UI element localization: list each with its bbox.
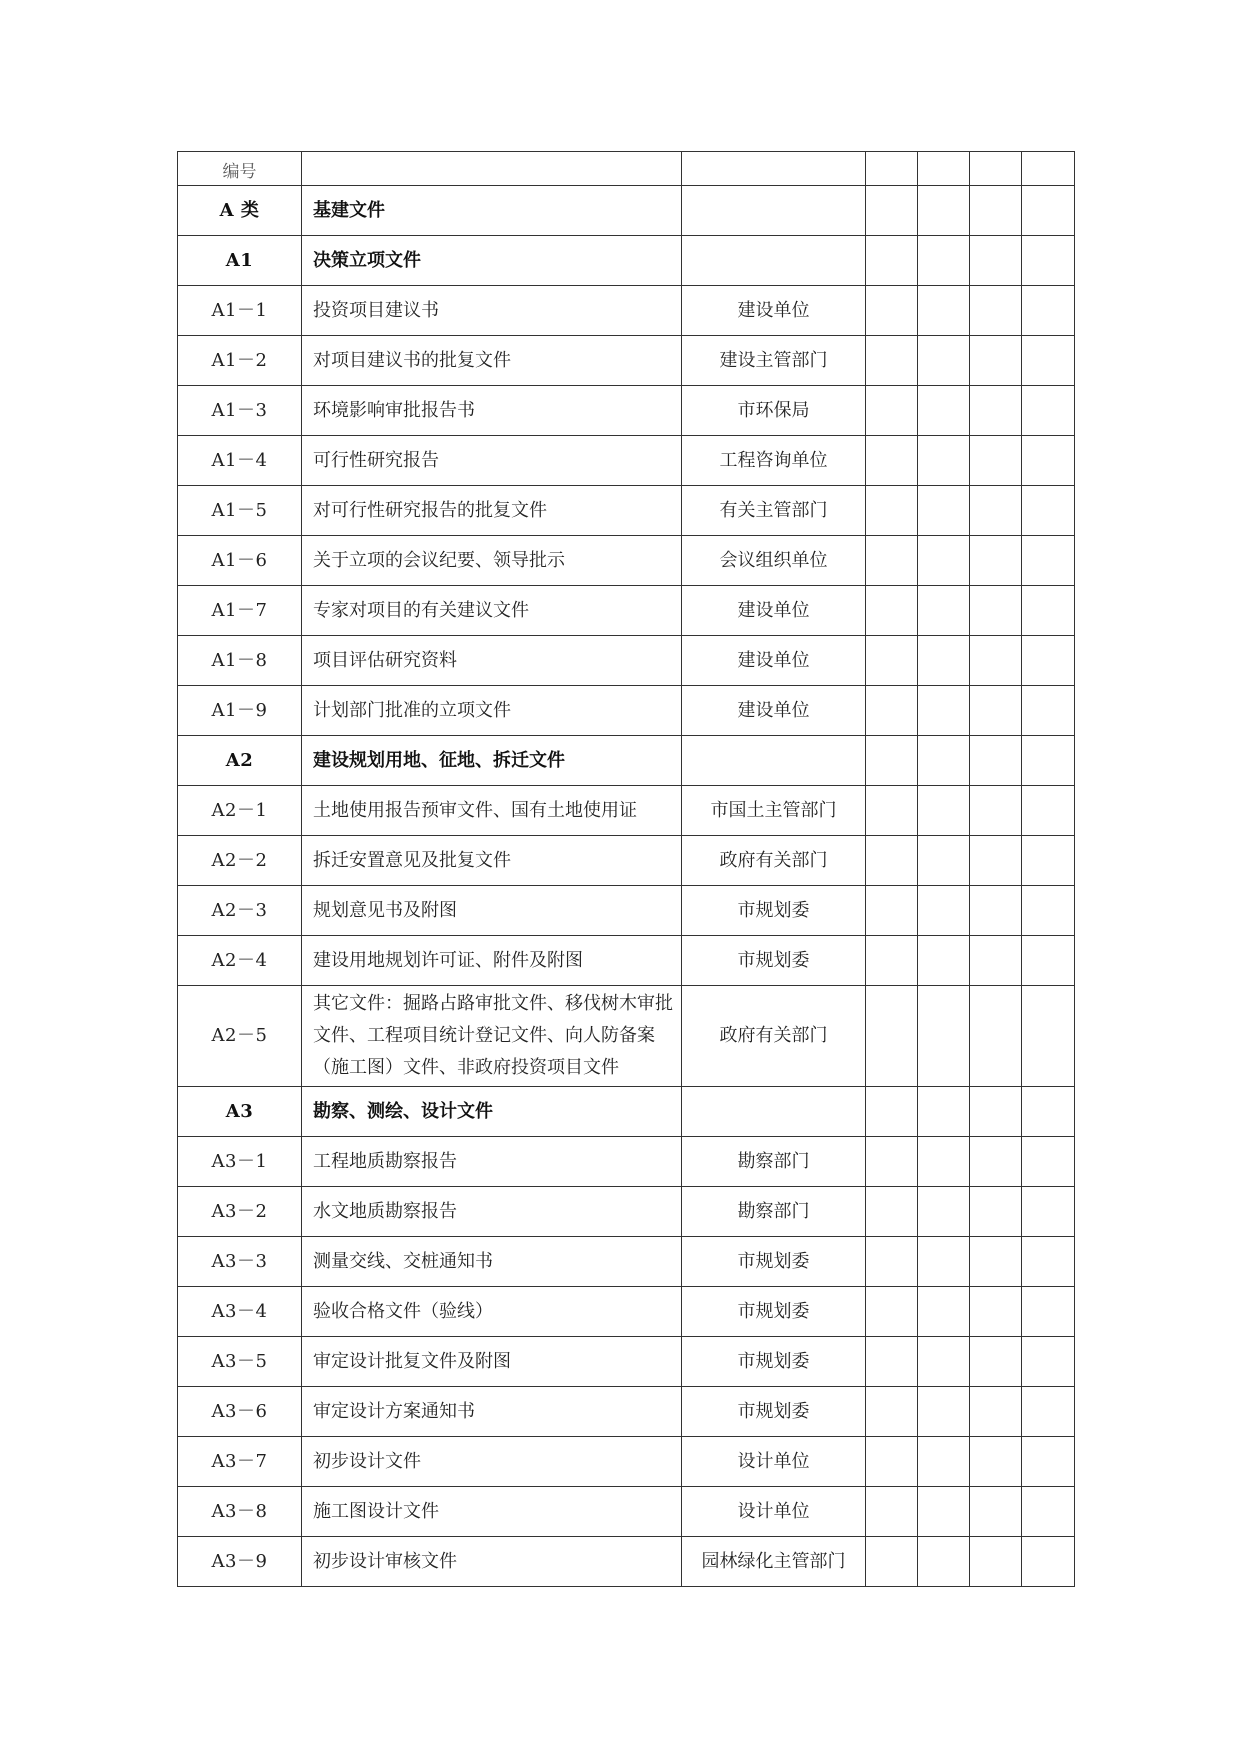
check-cell	[866, 836, 918, 886]
check-cell	[866, 536, 918, 586]
check-cell	[918, 1237, 970, 1287]
check-cell	[866, 736, 918, 786]
file-name-cell: 审定设计批复文件及附图	[302, 1337, 682, 1387]
check-cell	[918, 1137, 970, 1187]
code-cell: A1－3	[178, 386, 302, 436]
check-cell	[866, 1137, 918, 1187]
check-cell	[918, 436, 970, 486]
table-row	[178, 1437, 1075, 1487]
check-cell	[1022, 836, 1075, 886]
file-name-cell: 规划意见书及附图	[302, 886, 682, 936]
check-cell	[866, 336, 918, 386]
responsible-unit-cell: 园林绿化主管部门	[682, 1537, 866, 1587]
check-cell	[1022, 1087, 1075, 1137]
code-cell: A1－2	[178, 336, 302, 386]
responsible-unit-cell: 政府有关部门	[682, 836, 866, 886]
file-name-cell: 建设用地规划许可证、附件及附图	[302, 936, 682, 986]
check-cell	[970, 586, 1022, 636]
table-row	[178, 1387, 1075, 1437]
check-cell	[866, 486, 918, 536]
header-code-cell: 编号	[178, 152, 302, 186]
check-cell	[1022, 686, 1075, 736]
check-cell	[1022, 1437, 1075, 1487]
table-row	[178, 1337, 1075, 1387]
check-cell	[866, 1287, 918, 1337]
table-row	[178, 336, 1075, 386]
check-cell	[1022, 886, 1075, 936]
code-cell: A1－7	[178, 586, 302, 636]
check-cell	[970, 436, 1022, 486]
check-cell	[1022, 1387, 1075, 1437]
check-cell	[1022, 436, 1075, 486]
check-cell	[866, 436, 918, 486]
header-check-cell	[1022, 152, 1075, 186]
check-cell	[1022, 1287, 1075, 1337]
code-cell: A3－6	[178, 1387, 302, 1437]
file-name-cell: 其它文件：掘路占路审批文件、移伐树木审批文件、工程项目统计登记文件、向人防备案（施工图）文件、非政府投资项目文件	[302, 986, 682, 1087]
check-cell	[970, 186, 1022, 236]
responsible-unit-cell: 市规划委	[682, 936, 866, 986]
code-cell: A1－5	[178, 486, 302, 536]
code-cell: A3－3	[178, 1237, 302, 1287]
check-cell	[866, 936, 918, 986]
check-cell	[918, 586, 970, 636]
check-cell	[1022, 1237, 1075, 1287]
check-cell	[970, 1087, 1022, 1137]
check-cell	[918, 836, 970, 886]
table-row	[178, 686, 1075, 736]
check-cell	[970, 1237, 1022, 1287]
code-cell: A2－1	[178, 786, 302, 836]
responsible-unit-cell: 市规划委	[682, 1387, 866, 1437]
check-cell	[1022, 386, 1075, 436]
responsible-unit-cell: 市规划委	[682, 1337, 866, 1387]
file-name-cell: 建设规划用地、征地、拆迁文件	[302, 736, 682, 786]
table-row	[178, 386, 1075, 436]
code-cell: A2－5	[178, 986, 302, 1087]
check-cell	[1022, 636, 1075, 686]
check-cell	[866, 586, 918, 636]
file-name-cell: 工程地质勘察报告	[302, 1137, 682, 1187]
check-cell	[970, 1137, 1022, 1187]
table-row	[178, 436, 1075, 486]
file-name-cell: 对项目建议书的批复文件	[302, 336, 682, 386]
check-cell	[918, 286, 970, 336]
check-cell	[1022, 586, 1075, 636]
check-cell	[918, 1387, 970, 1437]
check-cell	[970, 486, 1022, 536]
check-cell	[918, 386, 970, 436]
header-check-cell	[866, 152, 918, 186]
check-cell	[970, 1437, 1022, 1487]
responsible-unit-cell: 勘察部门	[682, 1187, 866, 1237]
code-cell: A1－1	[178, 286, 302, 336]
check-cell	[866, 1237, 918, 1287]
responsible-unit-cell: 建设单位	[682, 686, 866, 736]
responsible-unit-cell	[682, 736, 866, 786]
check-cell	[970, 1537, 1022, 1587]
check-cell	[866, 986, 918, 1087]
file-name-cell: 初步设计审核文件	[302, 1537, 682, 1587]
table-row	[178, 986, 1075, 1087]
check-cell	[970, 286, 1022, 336]
file-name-cell: 关于立项的会议纪要、领导批示	[302, 536, 682, 586]
check-cell	[970, 1187, 1022, 1237]
responsible-unit-cell: 设计单位	[682, 1487, 866, 1537]
check-cell	[1022, 336, 1075, 386]
table-row	[178, 636, 1075, 686]
responsible-unit-cell: 市规划委	[682, 1237, 866, 1287]
header-name-cell	[302, 152, 682, 186]
check-cell	[970, 1487, 1022, 1537]
section-row	[178, 186, 1075, 236]
file-name-cell: 计划部门批准的立项文件	[302, 686, 682, 736]
check-cell	[918, 486, 970, 536]
check-cell	[918, 1087, 970, 1137]
responsible-unit-cell: 市环保局	[682, 386, 866, 436]
file-name-cell: 勘察、测绘、设计文件	[302, 1087, 682, 1137]
check-cell	[866, 236, 918, 286]
code-cell: A3－7	[178, 1437, 302, 1487]
archive-file-table	[177, 151, 1075, 1587]
file-name-cell: 施工图设计文件	[302, 1487, 682, 1537]
check-cell	[1022, 1137, 1075, 1187]
check-cell	[970, 986, 1022, 1087]
check-cell	[1022, 1487, 1075, 1537]
code-cell: A3－2	[178, 1187, 302, 1237]
responsible-unit-cell: 建设单位	[682, 636, 866, 686]
check-cell	[970, 636, 1022, 686]
responsible-unit-cell	[682, 236, 866, 286]
code-cell: A2	[178, 736, 302, 786]
table-row	[178, 936, 1075, 986]
check-cell	[866, 886, 918, 936]
code-cell: A1－9	[178, 686, 302, 736]
check-cell	[970, 1337, 1022, 1387]
file-name-cell: 拆迁安置意见及批复文件	[302, 836, 682, 886]
check-cell	[918, 336, 970, 386]
check-cell	[866, 186, 918, 236]
code-cell: A2－4	[178, 936, 302, 986]
responsible-unit-cell: 市规划委	[682, 1287, 866, 1337]
table-row	[178, 286, 1075, 336]
check-cell	[970, 236, 1022, 286]
table-row	[178, 1187, 1075, 1237]
table-row	[178, 1237, 1075, 1287]
check-cell	[970, 1287, 1022, 1337]
code-cell: A3－5	[178, 1337, 302, 1387]
responsible-unit-cell: 政府有关部门	[682, 986, 866, 1087]
check-cell	[970, 886, 1022, 936]
check-cell	[970, 836, 1022, 886]
check-cell	[918, 186, 970, 236]
file-name-cell: 水文地质勘察报告	[302, 1187, 682, 1237]
table-row	[178, 1137, 1075, 1187]
check-cell	[866, 386, 918, 436]
table-row	[178, 1487, 1075, 1537]
responsible-unit-cell: 建设主管部门	[682, 336, 866, 386]
code-cell: A1－4	[178, 436, 302, 486]
code-cell: A3	[178, 1087, 302, 1137]
file-name-cell: 专家对项目的有关建议文件	[302, 586, 682, 636]
check-cell	[866, 1337, 918, 1387]
check-cell	[1022, 786, 1075, 836]
responsible-unit-cell: 建设单位	[682, 286, 866, 336]
check-cell	[970, 686, 1022, 736]
code-cell: A 类	[178, 186, 302, 236]
file-name-cell: 投资项目建议书	[302, 286, 682, 336]
check-cell	[866, 286, 918, 336]
check-cell	[918, 986, 970, 1087]
table-row	[178, 786, 1075, 836]
check-cell	[970, 386, 1022, 436]
check-cell	[918, 536, 970, 586]
section-row	[178, 736, 1075, 786]
responsible-unit-cell: 有关主管部门	[682, 486, 866, 536]
check-cell	[970, 936, 1022, 986]
check-cell	[866, 686, 918, 736]
file-name-cell: 土地使用报告预审文件、国有土地使用证	[302, 786, 682, 836]
check-cell	[866, 1087, 918, 1137]
check-cell	[866, 1187, 918, 1237]
code-cell: A3－1	[178, 1137, 302, 1187]
code-cell: A1	[178, 236, 302, 286]
code-cell: A2－2	[178, 836, 302, 886]
header-check-cell	[970, 152, 1022, 186]
section-row	[178, 236, 1075, 286]
responsible-unit-cell: 市国土主管部门	[682, 786, 866, 836]
check-cell	[918, 1537, 970, 1587]
check-cell	[918, 1337, 970, 1387]
responsible-unit-cell: 设计单位	[682, 1437, 866, 1487]
check-cell	[1022, 986, 1075, 1087]
check-cell	[970, 336, 1022, 386]
table-row	[178, 486, 1075, 536]
responsible-unit-cell: 工程咨询单位	[682, 436, 866, 486]
code-cell: A1－8	[178, 636, 302, 686]
check-cell	[866, 786, 918, 836]
responsible-unit-cell: 市规划委	[682, 886, 866, 936]
check-cell	[1022, 186, 1075, 236]
check-cell	[918, 1487, 970, 1537]
code-cell: A1－6	[178, 536, 302, 586]
section-row	[178, 1087, 1075, 1137]
check-cell	[918, 936, 970, 986]
table-header-row	[178, 152, 1075, 186]
check-cell	[918, 786, 970, 836]
table-row	[178, 1287, 1075, 1337]
check-cell	[866, 1537, 918, 1587]
check-cell	[918, 636, 970, 686]
header-check-cell	[918, 152, 970, 186]
table-row	[178, 1537, 1075, 1587]
check-cell	[1022, 1337, 1075, 1387]
code-cell: A3－8	[178, 1487, 302, 1537]
check-cell	[1022, 536, 1075, 586]
file-name-cell: 审定设计方案通知书	[302, 1387, 682, 1437]
check-cell	[970, 786, 1022, 836]
file-name-cell: 初步设计文件	[302, 1437, 682, 1487]
file-name-cell: 验收合格文件（验线）	[302, 1287, 682, 1337]
file-name-cell: 测量交线、交桩通知书	[302, 1237, 682, 1287]
check-cell	[918, 1437, 970, 1487]
responsible-unit-cell: 勘察部门	[682, 1137, 866, 1187]
file-name-cell: 对可行性研究报告的批复文件	[302, 486, 682, 536]
table-row	[178, 886, 1075, 936]
code-cell: A3－4	[178, 1287, 302, 1337]
check-cell	[866, 1437, 918, 1487]
check-cell	[1022, 736, 1075, 786]
table-row	[178, 836, 1075, 886]
file-name-cell: 基建文件	[302, 186, 682, 236]
check-cell	[970, 536, 1022, 586]
check-cell	[1022, 1187, 1075, 1237]
check-cell	[1022, 1537, 1075, 1587]
responsible-unit-cell: 建设单位	[682, 586, 866, 636]
check-cell	[866, 636, 918, 686]
responsible-unit-cell: 会议组织单位	[682, 536, 866, 586]
file-name-cell: 环境影响审批报告书	[302, 386, 682, 436]
file-name-cell: 项目评估研究资料	[302, 636, 682, 686]
check-cell	[1022, 936, 1075, 986]
check-cell	[1022, 486, 1075, 536]
file-name-cell: 可行性研究报告	[302, 436, 682, 486]
check-cell	[918, 1187, 970, 1237]
code-cell: A3－9	[178, 1537, 302, 1587]
check-cell	[918, 1287, 970, 1337]
check-cell	[1022, 286, 1075, 336]
check-cell	[866, 1487, 918, 1537]
header-unit-cell	[682, 152, 866, 186]
check-cell	[918, 886, 970, 936]
check-cell	[918, 736, 970, 786]
code-cell: A2－3	[178, 886, 302, 936]
check-cell	[918, 686, 970, 736]
check-cell	[970, 1387, 1022, 1437]
responsible-unit-cell	[682, 1087, 866, 1137]
table-row	[178, 536, 1075, 586]
check-cell	[970, 736, 1022, 786]
check-cell	[918, 236, 970, 286]
check-cell	[1022, 236, 1075, 286]
table-row	[178, 586, 1075, 636]
check-cell	[866, 1387, 918, 1437]
responsible-unit-cell	[682, 186, 866, 236]
file-name-cell: 决策立项文件	[302, 236, 682, 286]
